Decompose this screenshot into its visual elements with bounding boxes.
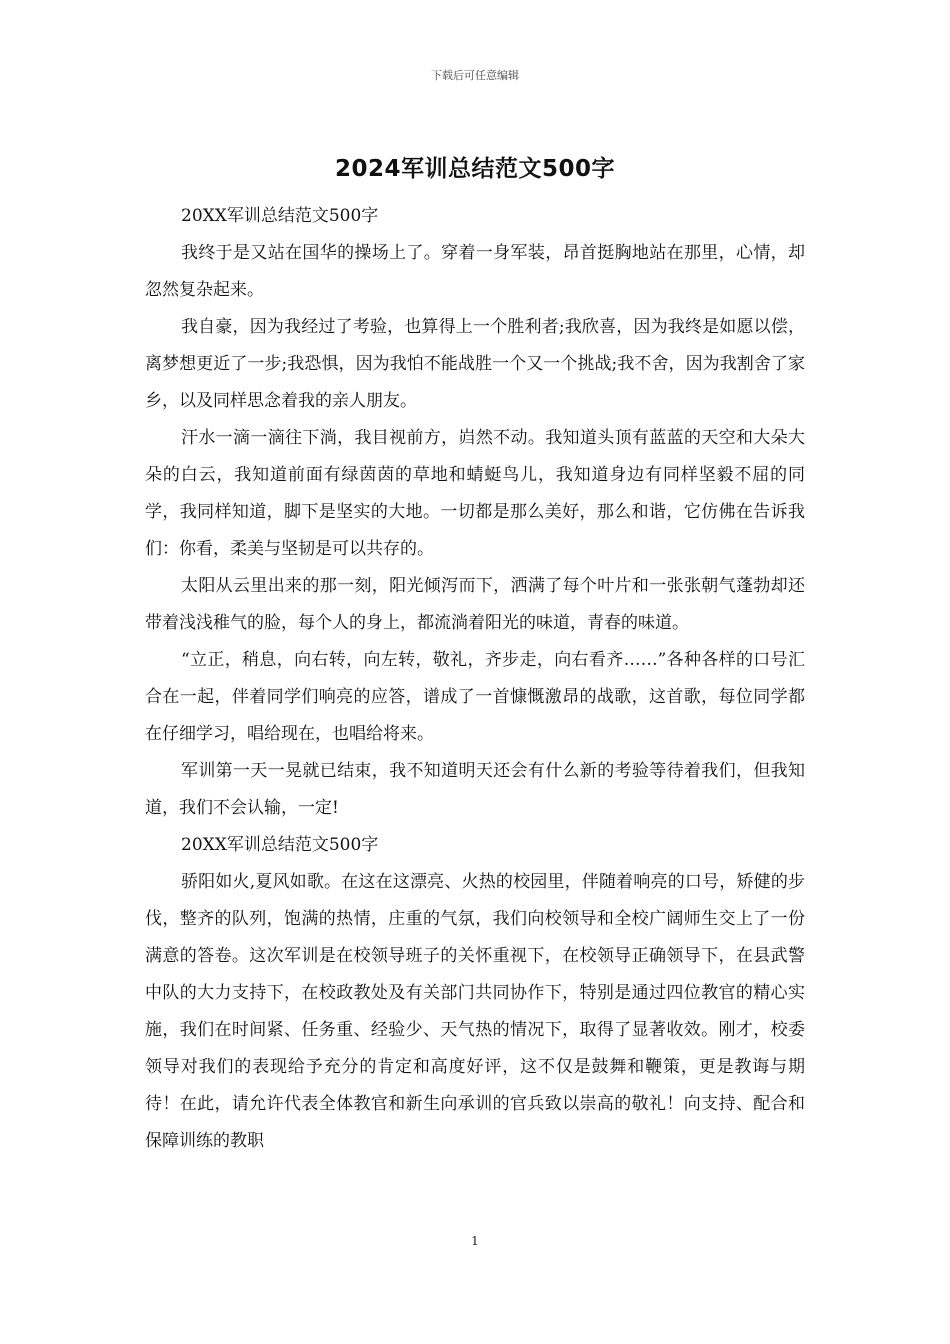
body-paragraph: 太阳从云里出来的那一刻，阳光倾泻而下，洒满了每个叶片和一张张朝气蓬勃却还带着浅浅稚气的脸，每个人的身上，都流淌着阳光的味道，青春的味道。 <box>145 576 805 633</box>
document-title: 2024军训总结范文500字 <box>334 156 616 182</box>
page-header-note: 下载后可任意编辑 <box>431 69 519 82</box>
body-paragraph: 我终于是又站在国华的操场上了。穿着一身军装，昂首挺胸地站在那里，心情，却忽然复杂起来。 <box>145 243 805 300</box>
body-paragraph: 我自豪，因为我经过了考验，也算得上一个胜利者;我欣喜，因为我终是如愿以偿，离梦想更近了一步;我恐惧，因为我怕不能战胜一个又一个挑战;我不舍，因为我割舍了家乡，以及同样思念着我的亲人朋友。 <box>145 317 805 411</box>
body-paragraph: “立正，稍息，向右转，向左转，敬礼，齐步走，向右看齐……”各种各样的口号汇合在一起，伴着同学们响亮的应答，谱成了一首慷慨激昂的战歌，这首歌，每位同学都在仔细学习，唱给现在，也唱给将来。 <box>145 650 805 744</box>
subheading-paragraph: 20XX军训总结范文500字 <box>181 835 379 855</box>
body-paragraph: 军训第一天一晃就已结束，我不知道明天还会有什么新的考验等待着我们，但我知道，我们不会认输，一定! <box>145 761 805 818</box>
body-paragraph: 汗水一滴一滴往下淌，我目视前方，岿然不动。我知道头顶有蓝蓝的天空和大朵大朵的白云，我知道前面有绿茵茵的草地和蜻蜓鸟儿，我知道身边有同样坚毅不屈的同学，我同样知道，脚下是坚实的大地。一切都是那么美好，那么和谐，它仿佛在告诉我们：你看，柔美与坚韧是可以共存的。 <box>145 428 805 559</box>
page-number: 1 <box>471 1234 479 1248</box>
body-paragraph: 骄阳如火,夏风如歌。在这在这漂亮、火热的校园里，伴随着响亮的口号，矫健的步伐，整齐的队列，饱满的热情，庄重的气氛，我们向校领导和全校广阔师生交上了一份满意的答卷。这次军训是在校领导班子的关怀重视下，在校领导正确领导下，在县武警中队的大力支持下，在校政教处及有关部门共同协作下，特别是通过四位教官的精心实施，我们在时间紧、任务重、经验少、天气热的情况下，取得了显著收效。刚才，校委领导对我们的表现给予充分的肯定和高度好评，这不仅是鼓舞和鞭策，更是教诲与期待！在此，请允许代表全体教官和新生向承训的官兵致以崇高的敬礼！向支持、配合和保障训练的教职 <box>145 872 805 1151</box>
subheading-paragraph: 20XX军训总结范文500字 <box>181 206 379 226</box>
document-body <box>145 198 805 1160</box>
